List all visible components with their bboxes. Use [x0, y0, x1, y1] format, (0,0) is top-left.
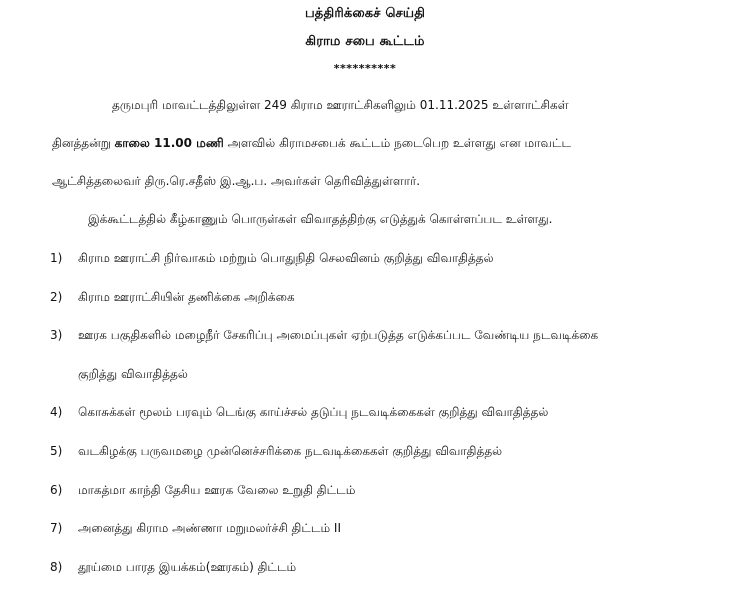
paragraph1-line2-end: அளவில் கிராமசபைக் கூட்டம் நடைபெற உள்ளது என மாவட்ட	[223, 136, 572, 150]
list-item: மாகத்மா காந்தி தேசிய ஊரக வேலை உறுதி திட்டம்	[78, 483, 356, 497]
document-title: பத்திரிக்கைச் செய்தி	[304, 6, 426, 21]
item-number: 8)	[50, 560, 63, 574]
meeting-time: காலை 11.00 மணி	[114, 136, 224, 150]
item-number: 6)	[50, 483, 63, 497]
item-number: 1)	[50, 251, 63, 265]
list-item: தூய்மை பாரத இயக்கம்(ஊரகம்) திட்டம்	[78, 560, 297, 574]
paragraph2: இக்கூட்டத்தில் கீழ்காணும் பொருள்கள் விவாதத்திற்கு எடுத்துக் கொள்ளப்பட உள்ளது.	[88, 212, 553, 226]
item-number: 2)	[50, 290, 63, 304]
item-number: 7)	[50, 521, 63, 535]
item-number: 5)	[50, 444, 63, 458]
paragraph1-line2-start: தினத்தன்று	[52, 136, 115, 150]
list-item: ஊரக பகுதிகளில் மழைநீர் சேகரிப்பு அமைப்புகள் ஏற்படுத்த எடுக்கப்பட வேண்டிய நடவடிக்கை	[78, 328, 599, 342]
list-item-continuation: குறித்து விவாதித்தல்	[78, 367, 188, 381]
paragraph1-line1: தருமபுரி மாவட்டத்திலுள்ள 249 கிராம ஊராட்சிகளிலும் 01.11.2025 உள்ளாட்சிகள்	[112, 98, 569, 112]
list-item: கொசுக்கள் மூலம் பரவும் டெங்கு காய்ச்சல் தடுப்பு நடவடிக்கைகள் குறித்து விவாதித்தல்	[78, 405, 549, 419]
separator: **********	[333, 62, 397, 75]
document-subtitle: கிராம சபை கூட்டம்	[305, 34, 425, 49]
list-item: கிராம ஊராட்சி நிர்வாகம் மற்றும் பொதுநிதி செலவினம் குறித்து விவாதித்தல்	[78, 251, 494, 265]
list-item: அனைத்து கிராம அண்ணா மறுமலர்ச்சி திட்டம் II	[78, 521, 342, 535]
item-number: 4)	[50, 405, 63, 419]
paragraph1-line2	[52, 135, 571, 151]
list-item: வடகிழக்கு பருவமழை முன்னெச்சரிக்கை நடவடிக்கைகள் குறித்து விவாதித்தல்	[78, 444, 503, 458]
paragraph1-line3: ஆட்சித்தலைவர் திரு.ரெ.சதீஸ் இ.ஆ.ப. அவர்கள் தெரிவித்துள்ளார்.	[52, 174, 421, 188]
item-number: 3)	[50, 328, 63, 342]
list-item: கிராம ஊராட்சியின் தணிக்கை அறிக்கை	[78, 290, 295, 304]
